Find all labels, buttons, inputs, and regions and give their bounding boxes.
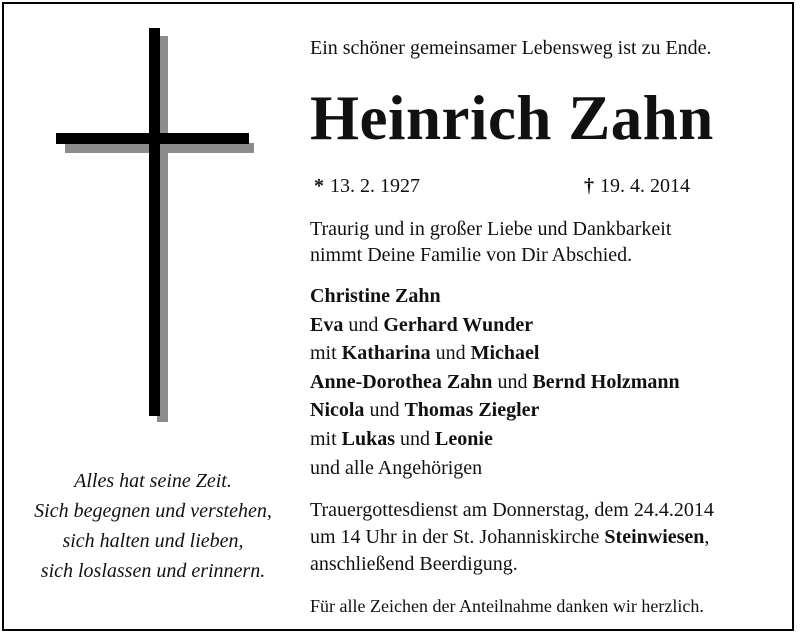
intro-line: Ein schöner gemeinsamer Lebensweg ist zu Ende. xyxy=(310,37,712,59)
family-line: und alle Angehörigen xyxy=(310,456,483,479)
birth-star-icon: * xyxy=(314,175,324,197)
life-dates xyxy=(310,175,790,201)
death-cross-icon: † xyxy=(584,175,594,197)
poem-line: sich halten und lieben, xyxy=(62,530,244,552)
mourner-name: Lukas xyxy=(341,427,396,450)
cross-vertical-bar xyxy=(149,28,160,416)
deceased-name: Heinrich Zahn xyxy=(310,83,714,153)
farewell-line: Traurig und in großer Liebe und Dankbarkeit xyxy=(310,218,672,240)
family-line xyxy=(310,339,680,368)
mourner-name: Eva xyxy=(310,313,344,336)
death-date-value: 19. 4. 2014 xyxy=(600,175,690,197)
mourner-name: Nicola xyxy=(310,399,365,422)
conjunction: und xyxy=(492,370,533,393)
conjunction: und xyxy=(395,427,436,450)
cross-icon xyxy=(4,4,304,434)
thanks-line: Für alle Zeichen der Anteilnahme danken wir herzlich. xyxy=(310,596,704,616)
mourner-name: Thomas Ziegler xyxy=(404,399,540,422)
poem-line: sich loslassen und erinnern. xyxy=(40,560,266,582)
family-line xyxy=(310,425,680,454)
farewell-line: nimmt Deine Familie von Dir Abschied. xyxy=(310,244,633,266)
service-line: anschließend Beerdigung. xyxy=(310,553,518,575)
mourner-name: Leonie xyxy=(435,427,493,450)
service-place: Steinwiesen xyxy=(604,526,705,548)
family-line xyxy=(310,368,680,397)
service-line xyxy=(310,524,714,551)
family-line xyxy=(310,396,680,425)
service-punctuation: , xyxy=(704,526,710,548)
poem xyxy=(22,466,284,586)
death-date xyxy=(584,175,690,198)
family-list xyxy=(310,282,680,482)
service-line: Trauergottesdienst am Donnerstag, dem 24.4.2014 xyxy=(310,499,714,521)
conjunction: und xyxy=(364,399,405,422)
birth-date-value: 13. 2. 1927 xyxy=(330,175,420,197)
conjunction: und xyxy=(430,342,471,365)
obituary-card xyxy=(2,2,794,631)
cross-horizontal-bar xyxy=(56,133,249,144)
mourner-name: Bernd Holzmann xyxy=(532,370,680,393)
prefix: mit xyxy=(310,342,342,365)
poem-line: Alles hat seine Zeit. xyxy=(74,470,232,492)
mourner-name: Gerhard Wunder xyxy=(383,313,534,336)
mourner-name: Katharina xyxy=(341,342,431,365)
conjunction: und xyxy=(343,313,384,336)
prefix: mit xyxy=(310,427,342,450)
family-line xyxy=(310,311,680,340)
farewell-text xyxy=(310,216,671,268)
poem-line: Sich begegnen und verstehen, xyxy=(34,500,272,522)
birth-date xyxy=(314,175,420,198)
service-text: um 14 Uhr in der St. Johanniskirche xyxy=(310,526,605,548)
funeral-service xyxy=(310,497,714,578)
mourner-name: Anne-Dorothea Zahn xyxy=(310,370,493,393)
family-line xyxy=(310,282,680,311)
mourner-name: Christine Zahn xyxy=(310,285,441,307)
mourner-name: Michael xyxy=(470,342,540,365)
